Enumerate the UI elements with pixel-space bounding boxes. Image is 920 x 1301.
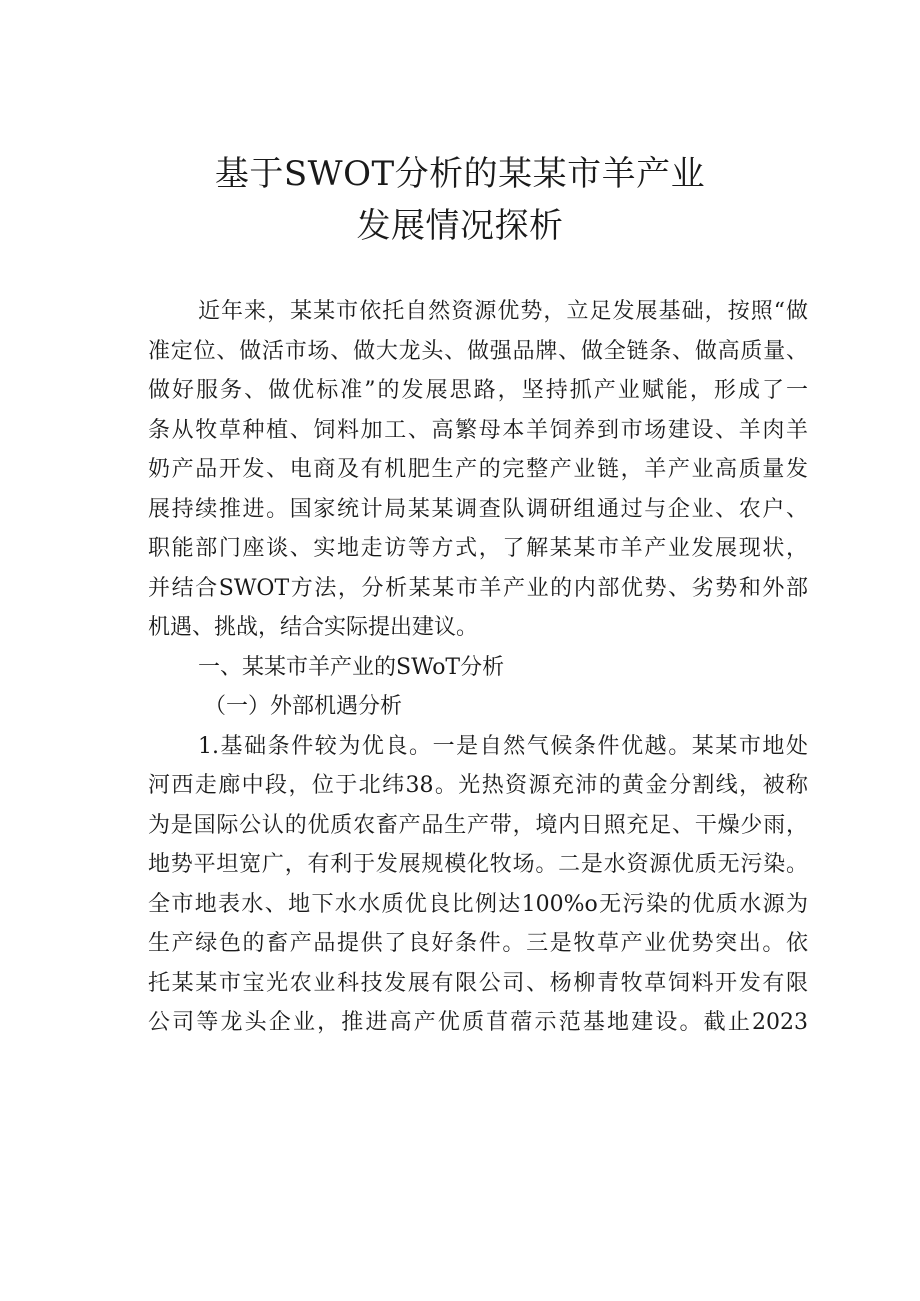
text-line: 展持续推进。国家统计局某某调查队调研组通过与企业、农户、 xyxy=(148,496,808,522)
text-line: 全市地表水、地下水水质优良比例达100%o无污染的优质水源为 xyxy=(148,891,808,917)
text-line: 为是国际公认的优质农畜产品生产带，境内日照充足、干燥少雨， xyxy=(148,812,808,838)
intro-paragraph xyxy=(148,292,808,648)
subsection-heading: （一）外部机遇分析 xyxy=(204,694,403,719)
text-line: 做好服务、做优标准”的发展思路，坚持抓产业赋能，形成了一 xyxy=(148,378,808,403)
text-line: 河西走廊中段，位于北纬38。光热资源充沛的黄金分割线，被称 xyxy=(148,773,808,798)
text-line: 机遇、挑战，结合实际提出建议。 xyxy=(148,615,479,640)
text-line: 并结合SWOT方法，分析某某市羊产业的内部优势、劣势和外部 xyxy=(148,575,808,601)
text-line: 近年来，某某市依托自然资源优势，立足发展基础，按照“做 xyxy=(198,299,808,324)
text-line: 条从牧草种植、饲料加工、高繁母本羊饲养到市场建设、羊肉羊 xyxy=(148,417,808,443)
text-line: 准定位、做活市场、做大龙头、做强品牌、做全链条、做高质量、 xyxy=(148,338,808,364)
document-title xyxy=(0,148,920,252)
text-line: 托某某市宝光农业科技发展有限公司、杨柳青牧草饲料开发有限 xyxy=(148,970,808,996)
title-line-2: 发展情况探析 xyxy=(356,206,564,246)
text-line: 地势平坦宽广，有利于发展规模化牧场。二是水资源优质无污染。 xyxy=(148,852,808,877)
document-body xyxy=(148,292,808,1043)
title-line-1: 基于SWOT分析的某某市羊产业 xyxy=(214,154,706,194)
text-line: 奶产品开发、电商及有机肥生产的完整产业链，羊产业高质量发 xyxy=(148,457,808,482)
section-heading: 一、某某市羊产业的SWoT分析 xyxy=(198,654,505,680)
text-line: 职能部门座谈、实地走访等方式，了解某某市羊产业发展现状， xyxy=(148,536,808,561)
text-line: 生产绿色的畜产品提供了良好条件。三是牧草产业优势突出。依 xyxy=(148,931,808,956)
text-line: 1.基础条件较为优良。一是自然气候条件优越。某某市地处 xyxy=(198,733,808,759)
text-line: 公司等龙头企业，推进高产优质苜蓿示范基地建设。截止2023 xyxy=(148,1010,808,1035)
paragraph-basic-conditions xyxy=(148,727,808,1043)
